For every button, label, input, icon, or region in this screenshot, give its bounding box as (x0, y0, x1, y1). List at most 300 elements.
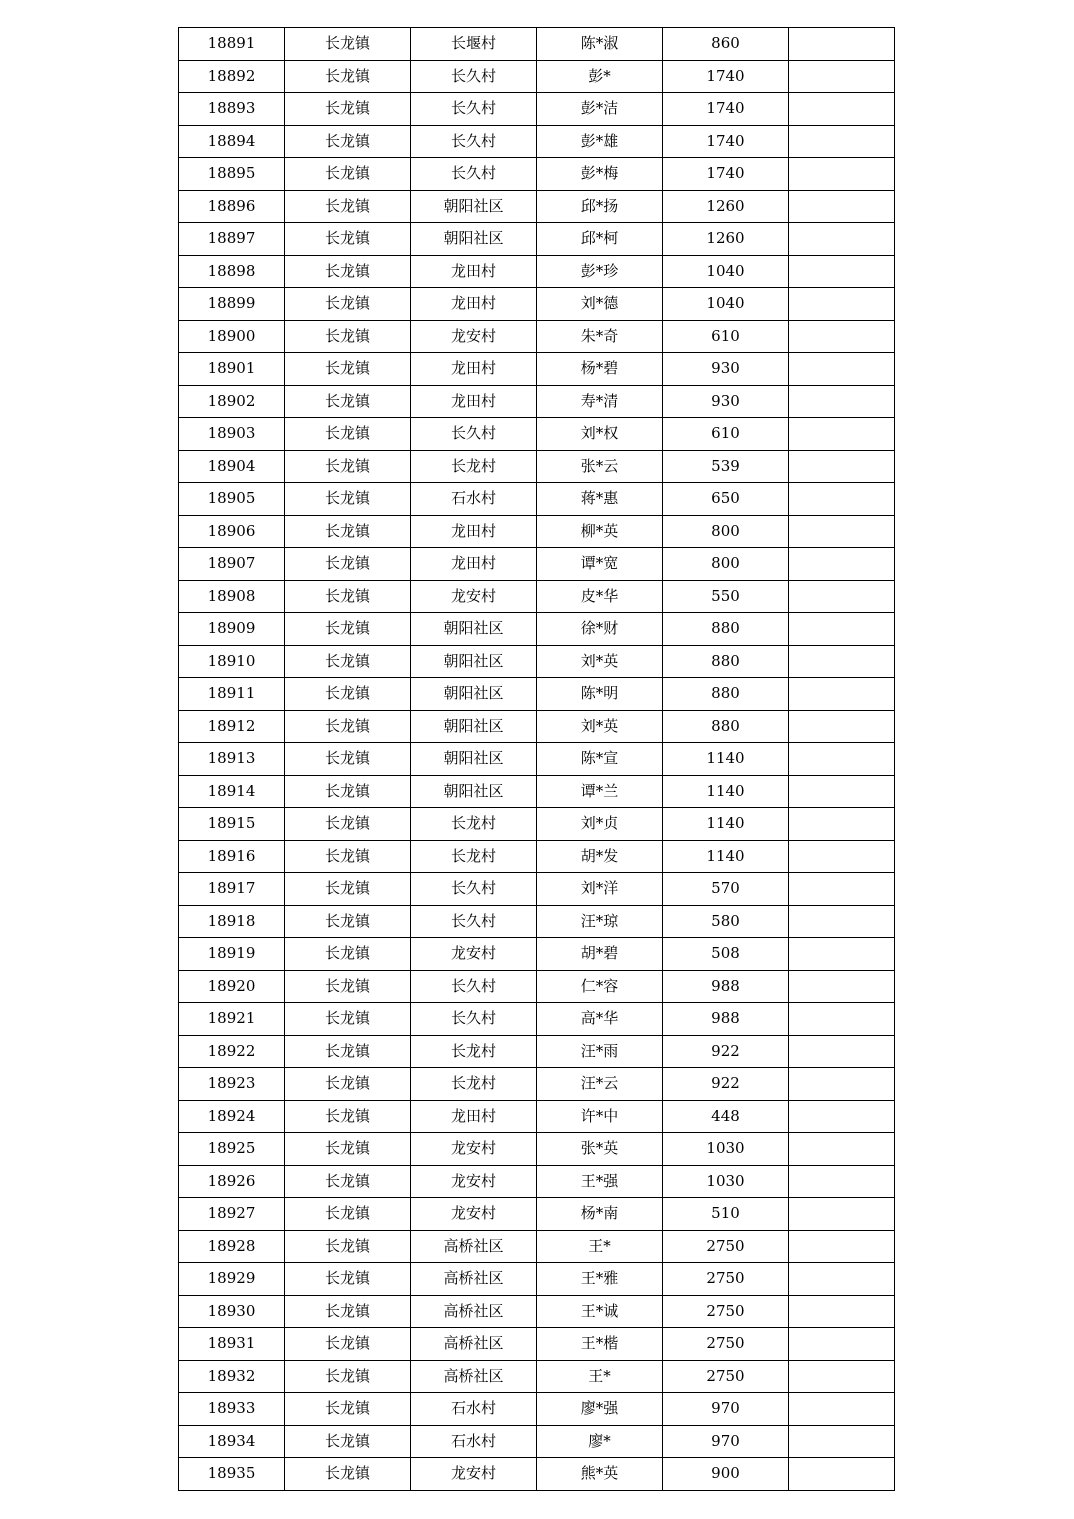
name-cell: 陈*宣 (537, 743, 663, 776)
town-cell: 长龙镇 (285, 1425, 411, 1458)
name-cell: 柳*英 (537, 515, 663, 548)
amount-cell: 1740 (663, 60, 789, 93)
note-cell (789, 28, 895, 61)
note-cell (789, 483, 895, 516)
amount-cell: 1140 (663, 840, 789, 873)
name-cell: 王* (537, 1230, 663, 1263)
amount-cell: 610 (663, 418, 789, 451)
row-number-cell: 18928 (179, 1230, 285, 1263)
town-cell: 长龙镇 (285, 1263, 411, 1296)
table-row (179, 93, 895, 126)
row-number-cell: 18920 (179, 970, 285, 1003)
row-number-cell: 18913 (179, 743, 285, 776)
table-row (179, 613, 895, 646)
village-cell: 龙安村 (411, 938, 537, 971)
village-cell: 龙安村 (411, 320, 537, 353)
town-cell: 长龙镇 (285, 28, 411, 61)
name-cell: 谭*宽 (537, 548, 663, 581)
table-row (179, 288, 895, 321)
row-number-cell: 18896 (179, 190, 285, 223)
amount-cell: 988 (663, 970, 789, 1003)
table-row (179, 1003, 895, 1036)
name-cell: 王* (537, 1360, 663, 1393)
table-row (179, 678, 895, 711)
name-cell: 邱*柯 (537, 223, 663, 256)
amount-cell: 1030 (663, 1133, 789, 1166)
name-cell: 彭*雄 (537, 125, 663, 158)
row-number-cell: 18930 (179, 1295, 285, 1328)
village-cell: 长龙村 (411, 840, 537, 873)
table-row (179, 515, 895, 548)
village-cell: 高桥社区 (411, 1295, 537, 1328)
row-number-cell: 18912 (179, 710, 285, 743)
town-cell: 长龙镇 (285, 1100, 411, 1133)
name-cell: 胡*碧 (537, 938, 663, 971)
village-cell: 龙田村 (411, 1100, 537, 1133)
table-row (179, 158, 895, 191)
name-cell: 杨*南 (537, 1198, 663, 1231)
table-row (179, 645, 895, 678)
amount-cell: 2750 (663, 1360, 789, 1393)
name-cell: 刘*贞 (537, 808, 663, 841)
note-cell (789, 1328, 895, 1361)
town-cell: 长龙镇 (285, 190, 411, 223)
village-cell: 长久村 (411, 60, 537, 93)
table-row (179, 938, 895, 971)
town-cell: 长龙镇 (285, 1230, 411, 1263)
village-cell: 石水村 (411, 483, 537, 516)
note-cell (789, 1068, 895, 1101)
table-body (179, 28, 895, 1491)
note-cell (789, 1295, 895, 1328)
amount-cell: 1140 (663, 743, 789, 776)
name-cell: 彭*洁 (537, 93, 663, 126)
table-row (179, 775, 895, 808)
note-cell (789, 548, 895, 581)
town-cell: 长龙镇 (285, 743, 411, 776)
row-number-cell: 18900 (179, 320, 285, 353)
amount-cell: 922 (663, 1035, 789, 1068)
table-row (179, 1425, 895, 1458)
amount-cell: 970 (663, 1425, 789, 1458)
note-cell (789, 678, 895, 711)
town-cell: 长龙镇 (285, 1165, 411, 1198)
note-cell (789, 158, 895, 191)
row-number-cell: 18932 (179, 1360, 285, 1393)
village-cell: 长龙村 (411, 808, 537, 841)
village-cell: 朝阳社区 (411, 775, 537, 808)
village-cell: 长久村 (411, 1003, 537, 1036)
amount-cell: 860 (663, 28, 789, 61)
table-row (179, 548, 895, 581)
row-number-cell: 18924 (179, 1100, 285, 1133)
table-row (179, 353, 895, 386)
town-cell: 长龙镇 (285, 1003, 411, 1036)
amount-cell: 580 (663, 905, 789, 938)
note-cell (789, 1230, 895, 1263)
amount-cell: 930 (663, 353, 789, 386)
note-cell (789, 353, 895, 386)
note-cell (789, 223, 895, 256)
town-cell: 长龙镇 (285, 353, 411, 386)
village-cell: 朝阳社区 (411, 613, 537, 646)
amount-cell: 2750 (663, 1295, 789, 1328)
row-number-cell: 18902 (179, 385, 285, 418)
table-row (179, 1198, 895, 1231)
table-row (179, 190, 895, 223)
village-cell: 龙安村 (411, 580, 537, 613)
village-cell: 长久村 (411, 873, 537, 906)
row-number-cell: 18910 (179, 645, 285, 678)
village-cell: 长久村 (411, 418, 537, 451)
table-row (179, 450, 895, 483)
note-cell (789, 320, 895, 353)
town-cell: 长龙镇 (285, 158, 411, 191)
note-cell (789, 1425, 895, 1458)
row-number-cell: 18922 (179, 1035, 285, 1068)
name-cell: 汪*云 (537, 1068, 663, 1101)
amount-cell: 650 (663, 483, 789, 516)
table-row (179, 1295, 895, 1328)
village-cell: 龙安村 (411, 1165, 537, 1198)
village-cell: 高桥社区 (411, 1360, 537, 1393)
village-cell: 龙田村 (411, 548, 537, 581)
table-row (179, 385, 895, 418)
amount-cell: 539 (663, 450, 789, 483)
row-number-cell: 18908 (179, 580, 285, 613)
name-cell: 陈*明 (537, 678, 663, 711)
table-row (179, 1360, 895, 1393)
table-row (179, 255, 895, 288)
village-cell: 高桥社区 (411, 1328, 537, 1361)
note-cell (789, 613, 895, 646)
table-row (179, 1263, 895, 1296)
table-row (179, 1035, 895, 1068)
table-row (179, 970, 895, 1003)
note-cell (789, 1100, 895, 1133)
town-cell: 长龙镇 (285, 840, 411, 873)
row-number-cell: 18901 (179, 353, 285, 386)
table-row (179, 1068, 895, 1101)
name-cell: 刘*英 (537, 710, 663, 743)
row-number-cell: 18903 (179, 418, 285, 451)
table-row (179, 320, 895, 353)
row-number-cell: 18906 (179, 515, 285, 548)
note-cell (789, 970, 895, 1003)
note-cell (789, 743, 895, 776)
row-number-cell: 18914 (179, 775, 285, 808)
note-cell (789, 905, 895, 938)
row-number-cell: 18895 (179, 158, 285, 191)
row-number-cell: 18929 (179, 1263, 285, 1296)
amount-cell: 2750 (663, 1263, 789, 1296)
village-cell: 长久村 (411, 905, 537, 938)
village-cell: 龙安村 (411, 1198, 537, 1231)
row-number-cell: 18897 (179, 223, 285, 256)
row-number-cell: 18898 (179, 255, 285, 288)
name-cell: 仁*容 (537, 970, 663, 1003)
village-cell: 龙田村 (411, 255, 537, 288)
name-cell: 王*雅 (537, 1263, 663, 1296)
name-cell: 皮*华 (537, 580, 663, 613)
amount-cell: 988 (663, 1003, 789, 1036)
amount-cell: 1140 (663, 775, 789, 808)
data-table (178, 27, 895, 1491)
table-row (179, 905, 895, 938)
name-cell: 蒋*惠 (537, 483, 663, 516)
town-cell: 长龙镇 (285, 1393, 411, 1426)
note-cell (789, 645, 895, 678)
village-cell: 长龙村 (411, 450, 537, 483)
amount-cell: 800 (663, 548, 789, 581)
name-cell: 许*中 (537, 1100, 663, 1133)
note-cell (789, 1263, 895, 1296)
table-row (179, 743, 895, 776)
village-cell: 龙田村 (411, 515, 537, 548)
note-cell (789, 385, 895, 418)
amount-cell: 880 (663, 678, 789, 711)
note-cell (789, 580, 895, 613)
amount-cell: 448 (663, 1100, 789, 1133)
town-cell: 长龙镇 (285, 385, 411, 418)
note-cell (789, 255, 895, 288)
table-row (179, 1393, 895, 1426)
row-number-cell: 18915 (179, 808, 285, 841)
town-cell: 长龙镇 (285, 515, 411, 548)
amount-cell: 2750 (663, 1328, 789, 1361)
table-row (179, 1133, 895, 1166)
town-cell: 长龙镇 (285, 1198, 411, 1231)
town-cell: 长龙镇 (285, 93, 411, 126)
row-number-cell: 18909 (179, 613, 285, 646)
note-cell (789, 840, 895, 873)
name-cell: 寿*清 (537, 385, 663, 418)
note-cell (789, 873, 895, 906)
name-cell: 汪*雨 (537, 1035, 663, 1068)
table-row (179, 1165, 895, 1198)
note-cell (789, 515, 895, 548)
amount-cell: 1740 (663, 125, 789, 158)
village-cell: 朝阳社区 (411, 678, 537, 711)
name-cell: 张*英 (537, 1133, 663, 1166)
town-cell: 长龙镇 (285, 483, 411, 516)
name-cell: 谭*兰 (537, 775, 663, 808)
amount-cell: 508 (663, 938, 789, 971)
table-row (179, 418, 895, 451)
note-cell (789, 938, 895, 971)
row-number-cell: 18933 (179, 1393, 285, 1426)
amount-cell: 570 (663, 873, 789, 906)
name-cell: 廖* (537, 1425, 663, 1458)
row-number-cell: 18934 (179, 1425, 285, 1458)
village-cell: 长堰村 (411, 28, 537, 61)
name-cell: 刘*德 (537, 288, 663, 321)
table-row (179, 710, 895, 743)
row-number-cell: 18905 (179, 483, 285, 516)
name-cell: 刘*洋 (537, 873, 663, 906)
table-row (179, 1230, 895, 1263)
village-cell: 朝阳社区 (411, 710, 537, 743)
amount-cell: 1740 (663, 158, 789, 191)
town-cell: 长龙镇 (285, 710, 411, 743)
note-cell (789, 1458, 895, 1491)
row-number-cell: 18921 (179, 1003, 285, 1036)
town-cell: 长龙镇 (285, 938, 411, 971)
town-cell: 长龙镇 (285, 418, 411, 451)
amount-cell: 610 (663, 320, 789, 353)
name-cell: 王*强 (537, 1165, 663, 1198)
amount-cell: 880 (663, 645, 789, 678)
table-row (179, 808, 895, 841)
row-number-cell: 18899 (179, 288, 285, 321)
row-number-cell: 18923 (179, 1068, 285, 1101)
note-cell (789, 93, 895, 126)
name-cell: 彭* (537, 60, 663, 93)
amount-cell: 1740 (663, 93, 789, 126)
note-cell (789, 1003, 895, 1036)
village-cell: 长龙村 (411, 1068, 537, 1101)
row-number-cell: 18893 (179, 93, 285, 126)
amount-cell: 800 (663, 515, 789, 548)
amount-cell: 1030 (663, 1165, 789, 1198)
table-row (179, 873, 895, 906)
village-cell: 龙田村 (411, 385, 537, 418)
note-cell (789, 1133, 895, 1166)
amount-cell: 1260 (663, 223, 789, 256)
row-number-cell: 18911 (179, 678, 285, 711)
village-cell: 朝阳社区 (411, 645, 537, 678)
table-row (179, 1100, 895, 1133)
table-row (179, 223, 895, 256)
town-cell: 长龙镇 (285, 60, 411, 93)
row-number-cell: 18926 (179, 1165, 285, 1198)
row-number-cell: 18907 (179, 548, 285, 581)
name-cell: 胡*发 (537, 840, 663, 873)
note-cell (789, 450, 895, 483)
village-cell: 长久村 (411, 158, 537, 191)
name-cell: 陈*淑 (537, 28, 663, 61)
note-cell (789, 1360, 895, 1393)
name-cell: 王*诚 (537, 1295, 663, 1328)
name-cell: 徐*财 (537, 613, 663, 646)
row-number-cell: 18894 (179, 125, 285, 158)
table-row (179, 125, 895, 158)
town-cell: 长龙镇 (285, 808, 411, 841)
note-cell (789, 288, 895, 321)
town-cell: 长龙镇 (285, 580, 411, 613)
note-cell (789, 710, 895, 743)
row-number-cell: 18931 (179, 1328, 285, 1361)
town-cell: 长龙镇 (285, 873, 411, 906)
town-cell: 长龙镇 (285, 255, 411, 288)
amount-cell: 922 (663, 1068, 789, 1101)
town-cell: 长龙镇 (285, 1133, 411, 1166)
name-cell: 刘*英 (537, 645, 663, 678)
village-cell: 石水村 (411, 1393, 537, 1426)
name-cell: 杨*碧 (537, 353, 663, 386)
name-cell: 朱*奇 (537, 320, 663, 353)
town-cell: 长龙镇 (285, 125, 411, 158)
row-number-cell: 18891 (179, 28, 285, 61)
table-row (179, 28, 895, 61)
name-cell: 汪*琼 (537, 905, 663, 938)
village-cell: 长久村 (411, 93, 537, 126)
name-cell: 邱*扬 (537, 190, 663, 223)
village-cell: 长久村 (411, 125, 537, 158)
amount-cell: 1140 (663, 808, 789, 841)
village-cell: 高桥社区 (411, 1230, 537, 1263)
note-cell (789, 125, 895, 158)
name-cell: 张*云 (537, 450, 663, 483)
town-cell: 长龙镇 (285, 613, 411, 646)
note-cell (789, 1393, 895, 1426)
amount-cell: 880 (663, 710, 789, 743)
name-cell: 彭*梅 (537, 158, 663, 191)
town-cell: 长龙镇 (285, 320, 411, 353)
note-cell (789, 775, 895, 808)
town-cell: 长龙镇 (285, 678, 411, 711)
row-number-cell: 18919 (179, 938, 285, 971)
name-cell: 熊*英 (537, 1458, 663, 1491)
amount-cell: 2750 (663, 1230, 789, 1263)
table-row (179, 580, 895, 613)
row-number-cell: 18904 (179, 450, 285, 483)
town-cell: 长龙镇 (285, 1035, 411, 1068)
town-cell: 长龙镇 (285, 450, 411, 483)
table-row (179, 1328, 895, 1361)
village-cell: 长久村 (411, 970, 537, 1003)
table-row (179, 1458, 895, 1491)
amount-cell: 510 (663, 1198, 789, 1231)
town-cell: 长龙镇 (285, 775, 411, 808)
town-cell: 长龙镇 (285, 1068, 411, 1101)
village-cell: 高桥社区 (411, 1263, 537, 1296)
note-cell (789, 1198, 895, 1231)
amount-cell: 550 (663, 580, 789, 613)
village-cell: 龙安村 (411, 1458, 537, 1491)
table-row (179, 840, 895, 873)
village-cell: 朝阳社区 (411, 190, 537, 223)
village-cell: 长龙村 (411, 1035, 537, 1068)
amount-cell: 1040 (663, 255, 789, 288)
town-cell: 长龙镇 (285, 548, 411, 581)
village-cell: 朝阳社区 (411, 743, 537, 776)
name-cell: 彭*珍 (537, 255, 663, 288)
town-cell: 长龙镇 (285, 1458, 411, 1491)
note-cell (789, 190, 895, 223)
note-cell (789, 60, 895, 93)
town-cell: 长龙镇 (285, 288, 411, 321)
name-cell: 高*华 (537, 1003, 663, 1036)
town-cell: 长龙镇 (285, 1360, 411, 1393)
row-number-cell: 18892 (179, 60, 285, 93)
row-number-cell: 18927 (179, 1198, 285, 1231)
town-cell: 长龙镇 (285, 970, 411, 1003)
name-cell: 刘*权 (537, 418, 663, 451)
amount-cell: 930 (663, 385, 789, 418)
note-cell (789, 1035, 895, 1068)
name-cell: 王*楷 (537, 1328, 663, 1361)
village-cell: 龙安村 (411, 1133, 537, 1166)
amount-cell: 900 (663, 1458, 789, 1491)
village-cell: 龙田村 (411, 353, 537, 386)
amount-cell: 1260 (663, 190, 789, 223)
amount-cell: 880 (663, 613, 789, 646)
document-page (178, 27, 894, 1491)
village-cell: 石水村 (411, 1425, 537, 1458)
town-cell: 长龙镇 (285, 1328, 411, 1361)
amount-cell: 1040 (663, 288, 789, 321)
